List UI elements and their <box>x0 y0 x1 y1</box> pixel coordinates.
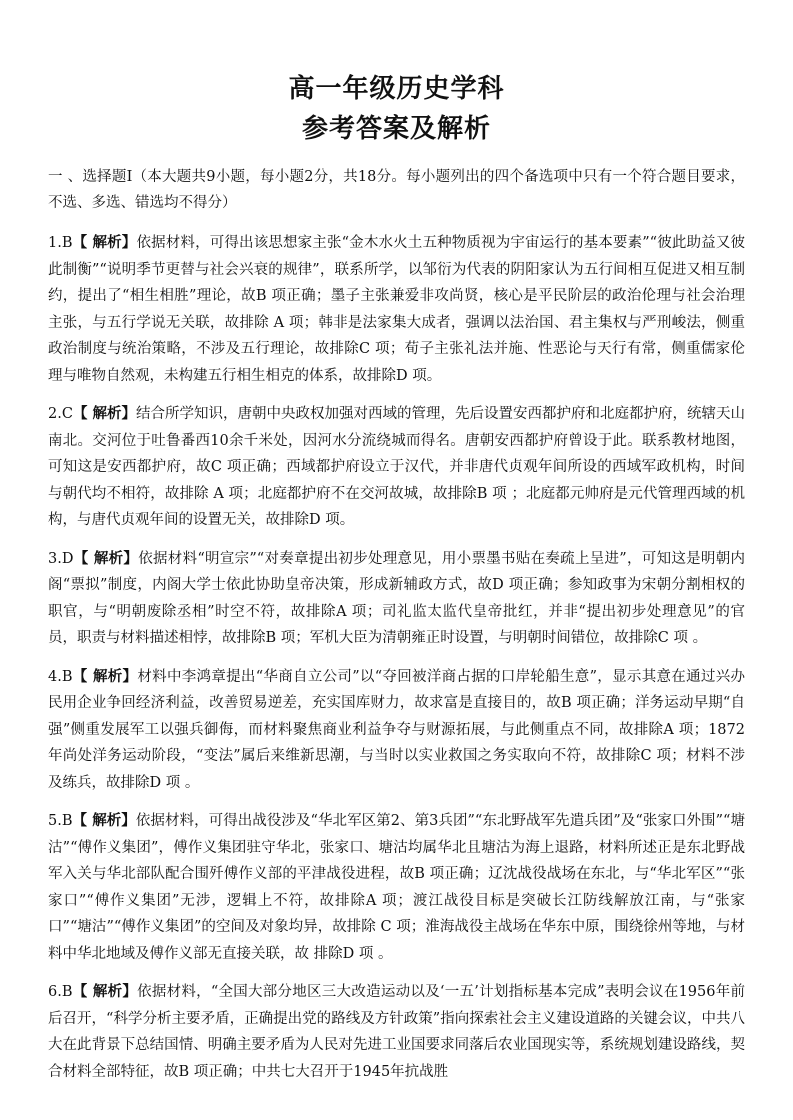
analysis-tag: 【 解析】 <box>72 405 136 422</box>
analysis-tag: 【 解析】 <box>72 234 137 251</box>
answer-number: 4.B <box>48 668 73 685</box>
answer-number: 3.D <box>48 550 74 567</box>
answer-item-6 <box>48 979 745 1085</box>
answer-number: 1.B <box>48 235 73 251</box>
page-subtitle: 参考答案及解析 <box>301 114 491 144</box>
answer-item-1 <box>48 230 745 389</box>
analysis-tag: 【 解析】 <box>72 667 138 685</box>
answer-item-5 <box>48 808 745 967</box>
answer-text: 依据材料，可得出战役涉及“华北军区第2、第3兵团”“东北野战军先遣兵团”及“张家口外围”“塘沽”“傅作义集团”，傅作义集团驻守华北，张家口、塘沽均属华北且塘沽为海上退路，材料所述正是东北野战军入关与华北部队配合围歼傅作义部的平津战役进程，故B 项正确；辽沈战役战场在东北，与“华北军区”“张家口”“傅作义集团”无涉，逻辑上不符，故排除A 项；渡江战役目标是突破长江防线解放江南，与“张家口”“塘沽”“傅作义集团”的空间及对象均异，故排除 C 项；淮海战役主战场在华东中原，围绕徐州等地，与材料中华北地域及傅作义部无直接关联，故 排除D 项 。 <box>48 813 745 962</box>
answer-item-2 <box>48 401 745 534</box>
answer-item-4 <box>48 664 745 797</box>
analysis-tag: 【 解析】 <box>73 549 139 567</box>
answer-text: 依据材料，可得出该思想家主张“金木水火土五种物质视为宇宙运行的基本要素”“彼此助益又彼此制衡”“说明季节更替与社会兴衰的规律”，联系所学，以邹衍为代表的阴阳家认为五行间相互促进又相互制约，提出了“相生相胜”理论，故B 项正确；墨子主张兼爱非攻尚贤，核心是平民阶层的政治伦理与社会治理主张，与五行学说无关联，故排除 A 项；韩非是法家集大成者，强调以法治国、君主集权与严刑峻法，侧重政治制度与统治策略，不涉及五行理论，故排除C 项；荀子主张礼法并施、性恶论与天行有常，侧重儒家伦理与唯物自然观，未构建五行相生相克的体系，故排除D 项。 <box>48 235 745 384</box>
answer-number: 6.B <box>48 984 73 1000</box>
answer-text: 结合所学知识，唐朝中央政权加强对西域的管理，先后设置安西都护府和北庭都护府，统辖天山南北。交河位于吐鲁番西10余千米处，因河水分流绕城而得名。唐朝安西都护府曾设于此。联系教材地图，可知这是安西都护府，故C 项正确；西域都护府设立于汉代，并非唐代贞观年间所设的西域军政机构，时间与朝代均不相符，故排除 A 项；北庭都护府不在交河故城，故排除B 项 ；北庭都元帅府是元代管理西域的机构，与唐代贞观年间的设置无关，故排除D 项。 <box>48 406 745 528</box>
answer-text: 材料中李鸿章提出“华商自立公司”以“夺回被洋商占据的口岸轮船生意”，显示其意在通过兴办民用企业争回经济利益，改善贸易逆差，充实国库财力，故求富是直接目的，故B 项正确；洋务运动早期“自强”侧重发展军工以强兵御侮，而材料聚焦商业利益争夺与财源拓展，与此侧重点不同，故排除A 项；1872年尚处洋务运动阶段，“变法”属后来维新思潮，与当时以实业救国之务实取向不符，故排除C 项；材料不涉及练兵，故排除D 项 。 <box>48 668 745 791</box>
answer-item-3 <box>48 546 745 652</box>
analysis-tag: 【 解析】 <box>72 812 136 829</box>
answer-number: 2.C <box>48 406 73 422</box>
answer-text: 依据材料，“全国大部分地区三大改造运动以及‘一五’计划指标基本完成”表明会议在1956年前后召开，“科学分析主要矛盾，正确提出党的路线及方针政策”指向探索社会主义建设道路的关键会议，中共八大在此背景下总结国情、明确主要矛盾为人民对先进工业国要求同落后农业国现实等，系统规划建设路线，契合材料全部特征，故B 项正确；中共七大召开于1945年抗战胜 <box>48 984 745 1080</box>
answer-number: 5.B <box>48 813 73 829</box>
page-title: 高一年级历史学科 <box>288 74 505 104</box>
answer-text: 依据材料“明宣宗”“对奏章提出初步处理意见，用小票墨书贴在奏疏上呈进”，可知这是明朝内阁“票拟”制度，内阁大学士依此协助皇帝决策，形成新辅政方式，故D 项正确；参知政事为宋朝分割相权的职官，与“明朝废除丞相”时空不符，故排除A 项；司礼监太监代皇帝批红，并非“提出初步处理意见”的官员，职责与材料描述相悖，故排除B 项；军机大臣为清朝雍正时设置，与明朝时间错位，故排除C 项 。 <box>48 550 745 646</box>
section-heading: 一 、选择题I（本大题共9小题，每小题2分，共18分。每小题列出的四个备选项中只有一个符合题目要求，不选、多选、错选均不得分） <box>48 169 745 211</box>
analysis-tag: 【 解析】 <box>72 983 138 1000</box>
